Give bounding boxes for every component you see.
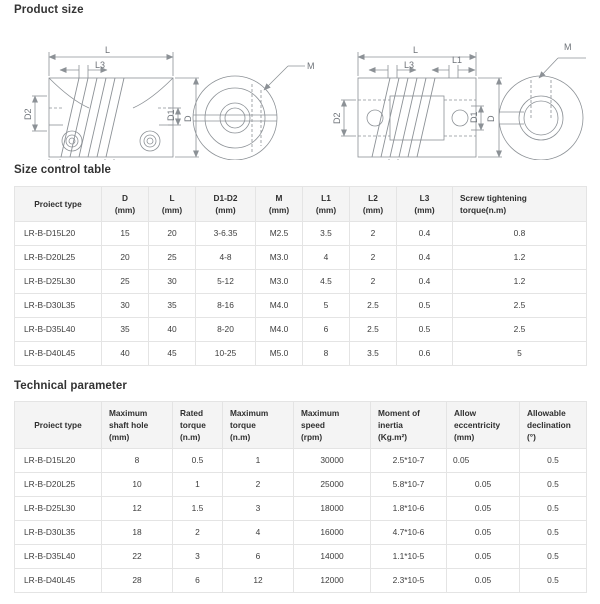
cell-screw-torque: 5 [453, 342, 587, 366]
cell-moment-of-inertia: 2.5*10-7 [371, 449, 447, 473]
label-L-right: L [413, 45, 419, 55]
cell-max-shaft-hole: 28 [102, 569, 173, 593]
cell-rated-torque: 2 [173, 521, 223, 545]
cell-l2: 2.5 [350, 318, 397, 342]
cell-d: 15 [102, 222, 149, 246]
cell-l2: 3.5 [350, 342, 397, 366]
label-D-left: D [183, 115, 193, 122]
dimension-D2-right [341, 100, 356, 136]
cell-allowable-declination: 0.5 [520, 569, 587, 593]
cell-project-type: LR-B-D30L35 [15, 521, 102, 545]
cell-allowable-declination: 0.5 [520, 545, 587, 569]
col-header-max-shaft-hole: Maximum shaft hole (mm) [102, 402, 173, 449]
col-header-allowable-declination: Allowable declination (°) [520, 402, 587, 449]
table-row [15, 222, 587, 246]
cell-allow-eccentricity: 0.05 [447, 545, 520, 569]
cell-d: 30 [102, 294, 149, 318]
col-header-d1-d2: D1-D2 (mm) [196, 187, 256, 222]
cell-project-type: LR-B-D40L45 [15, 342, 102, 366]
right-coupling-end-view [499, 58, 586, 160]
cell-project-type: LR-B-D25L30 [15, 270, 102, 294]
table-row [15, 521, 587, 545]
cell-screw-torque: 1.2 [453, 270, 587, 294]
cell-max-torque: 6 [223, 545, 294, 569]
col-header-project-type: Proiect type [15, 187, 102, 222]
cell-m: M4.0 [256, 318, 303, 342]
label-M-right: M [564, 42, 572, 52]
col-header-project-type: Proiect type [15, 402, 102, 449]
label-D2-right: D2 [332, 112, 342, 124]
left-coupling-end-view [193, 66, 305, 160]
table-row [15, 545, 587, 569]
product-size-drawings [0, 20, 600, 160]
technical-parameter-table [14, 401, 587, 593]
dimension-L1-left [32, 159, 77, 160]
cell-l: 25 [149, 246, 196, 270]
cell-allowable-declination: 0.5 [520, 449, 587, 473]
cell-d: 25 [102, 270, 149, 294]
cell-l2: 2 [350, 246, 397, 270]
cell-screw-torque: 0.8 [453, 222, 587, 246]
dimension-L2-left [88, 159, 131, 160]
table-row [15, 342, 587, 366]
col-header-screw-torque: Screw tightening torque(n.m) [453, 187, 587, 222]
cell-screw-torque: 1.2 [453, 246, 587, 270]
cell-l1: 4 [303, 246, 350, 270]
cell-allow-eccentricity: 0.05 [447, 521, 520, 545]
cell-max-speed: 18000 [294, 497, 371, 521]
cell-m: M5.0 [256, 342, 303, 366]
cell-l1: 5 [303, 294, 350, 318]
cell-d: 35 [102, 318, 149, 342]
cell-m: M4.0 [256, 294, 303, 318]
technical-drawing-svg [0, 20, 600, 160]
cell-max-torque: 1 [223, 449, 294, 473]
cell-allowable-declination: 0.5 [520, 473, 587, 497]
cell-moment-of-inertia: 1.1*10-5 [371, 545, 447, 569]
right-coupling-side-view [358, 78, 476, 157]
left-coupling-side-view [49, 78, 173, 157]
cell-project-type: LR-B-D30L35 [15, 294, 102, 318]
cell-project-type: LR-B-D35L40 [15, 545, 102, 569]
cell-rated-torque: 1 [173, 473, 223, 497]
cell-allow-eccentricity: 0.05 [447, 569, 520, 593]
cell-l2: 2.5 [350, 294, 397, 318]
size-control-table-heading: Size control table [14, 164, 112, 176]
col-header-l1: L1 (mm) [303, 187, 350, 222]
col-header-m: M (mm) [256, 187, 303, 222]
table-row [15, 270, 587, 294]
cell-max-shaft-hole: 18 [102, 521, 173, 545]
cell-max-speed: 14000 [294, 545, 371, 569]
table-row [15, 449, 587, 473]
product-size-heading: Product size [14, 4, 84, 16]
dimension-L2-right [372, 159, 415, 160]
cell-max-shaft-hole: 12 [102, 497, 173, 521]
label-L3-right: L3 [404, 60, 415, 70]
cell-max-shaft-hole: 22 [102, 545, 173, 569]
cell-d1-d2: 3-6.35 [196, 222, 256, 246]
label-M-left: M [307, 61, 315, 71]
technical-parameter-heading: Technical parameter [14, 380, 127, 392]
cell-l: 35 [149, 294, 196, 318]
cell-project-type: LR-B-D15L20 [15, 449, 102, 473]
cell-max-torque: 3 [223, 497, 294, 521]
cell-project-type: LR-B-D20L25 [15, 246, 102, 270]
cell-d1-d2: 10-25 [196, 342, 256, 366]
col-header-l: L (mm) [149, 187, 196, 222]
cell-rated-torque: 1.5 [173, 497, 223, 521]
technical-parameter-table-body [15, 449, 587, 593]
cell-l1: 4.5 [303, 270, 350, 294]
cell-max-torque: 12 [223, 569, 294, 593]
cell-l2: 2 [350, 222, 397, 246]
cell-m: M3.0 [256, 246, 303, 270]
cell-moment-of-inertia: 1.8*10-6 [371, 497, 447, 521]
cell-max-speed: 25000 [294, 473, 371, 497]
label-L-left: L [105, 45, 111, 55]
cell-screw-torque: 2.5 [453, 318, 587, 342]
cell-project-type: LR-B-D35L40 [15, 318, 102, 342]
cell-d: 40 [102, 342, 149, 366]
cell-rated-torque: 6 [173, 569, 223, 593]
cell-project-type: LR-B-D40L45 [15, 569, 102, 593]
cell-l3: 0.4 [397, 222, 453, 246]
cell-allow-eccentricity: 0.05 [447, 473, 520, 497]
cell-l3: 0.4 [397, 246, 453, 270]
cell-max-torque: 4 [223, 521, 294, 545]
col-header-d: D (mm) [102, 187, 149, 222]
cell-rated-torque: 0.5 [173, 449, 223, 473]
col-header-max-torque: Maximum torque (n.m) [223, 402, 294, 449]
cell-allow-eccentricity: 0.05 [447, 449, 520, 473]
cell-l3: 0.4 [397, 270, 453, 294]
col-header-allow-eccentricity: Allow eccentricity (mm) [447, 402, 520, 449]
table-row [15, 473, 587, 497]
cell-l1: 8 [303, 342, 350, 366]
cell-l2: 2 [350, 270, 397, 294]
cell-l: 20 [149, 222, 196, 246]
cell-screw-torque: 2.5 [453, 294, 587, 318]
cell-d1-d2: 8-16 [196, 294, 256, 318]
label-L3-left: L3 [95, 60, 106, 70]
cell-max-speed: 30000 [294, 449, 371, 473]
col-header-rated-torque: Rated torque (n.m) [173, 402, 223, 449]
col-header-l2: L2 (mm) [350, 187, 397, 222]
cell-d: 20 [102, 246, 149, 270]
cell-m: M3.0 [256, 270, 303, 294]
cell-l3: 0.5 [397, 294, 453, 318]
cell-project-type: LR-B-D20L25 [15, 473, 102, 497]
cell-max-speed: 16000 [294, 521, 371, 545]
table-header-row [15, 187, 587, 222]
col-header-moment-of-inertia: Moment of inertia (Kg.m²) [371, 402, 447, 449]
col-header-max-speed: Maximum speed (rpm) [294, 402, 371, 449]
table-row [15, 246, 587, 270]
cell-project-type: LR-B-D25L30 [15, 497, 102, 521]
table-header-row [15, 402, 587, 449]
cell-l1: 6 [303, 318, 350, 342]
dimension-L-left [49, 52, 173, 76]
cell-max-shaft-hole: 10 [102, 473, 173, 497]
table-row [15, 318, 587, 342]
table-row [15, 497, 587, 521]
label-D2-left: D2 [23, 108, 33, 120]
cell-moment-of-inertia: 5.8*10-7 [371, 473, 447, 497]
cell-allowable-declination: 0.5 [520, 497, 587, 521]
label-D1-right: D1 [469, 111, 479, 123]
cell-d1-d2: 8-20 [196, 318, 256, 342]
table-row [15, 569, 587, 593]
label-L1-right: L1 [452, 55, 463, 65]
cell-allowable-declination: 0.5 [520, 521, 587, 545]
cell-l1: 3.5 [303, 222, 350, 246]
cell-max-shaft-hole: 8 [102, 449, 173, 473]
cell-l: 40 [149, 318, 196, 342]
cell-d1-d2: 4-8 [196, 246, 256, 270]
col-header-l3: L3 (mm) [397, 187, 453, 222]
label-D-right: D [486, 115, 496, 122]
cell-allow-eccentricity: 0.05 [447, 497, 520, 521]
cell-d1-d2: 5-12 [196, 270, 256, 294]
dimension-L1-right [432, 65, 475, 78]
cell-max-speed: 12000 [294, 569, 371, 593]
cell-m: M2.5 [256, 222, 303, 246]
cell-l: 30 [149, 270, 196, 294]
cell-l3: 0.5 [397, 318, 453, 342]
cell-moment-of-inertia: 4.7*10-6 [371, 521, 447, 545]
label-D1-left: D1 [166, 109, 176, 121]
cell-max-torque: 2 [223, 473, 294, 497]
size-control-table-body [15, 222, 587, 366]
size-control-table [14, 186, 587, 366]
cell-l3: 0.6 [397, 342, 453, 366]
cell-moment-of-inertia: 2.3*10-5 [371, 569, 447, 593]
cell-l: 45 [149, 342, 196, 366]
cell-rated-torque: 3 [173, 545, 223, 569]
dimension-D2-left [32, 96, 47, 131]
cell-project-type: LR-B-D15L20 [15, 222, 102, 246]
table-row [15, 294, 587, 318]
